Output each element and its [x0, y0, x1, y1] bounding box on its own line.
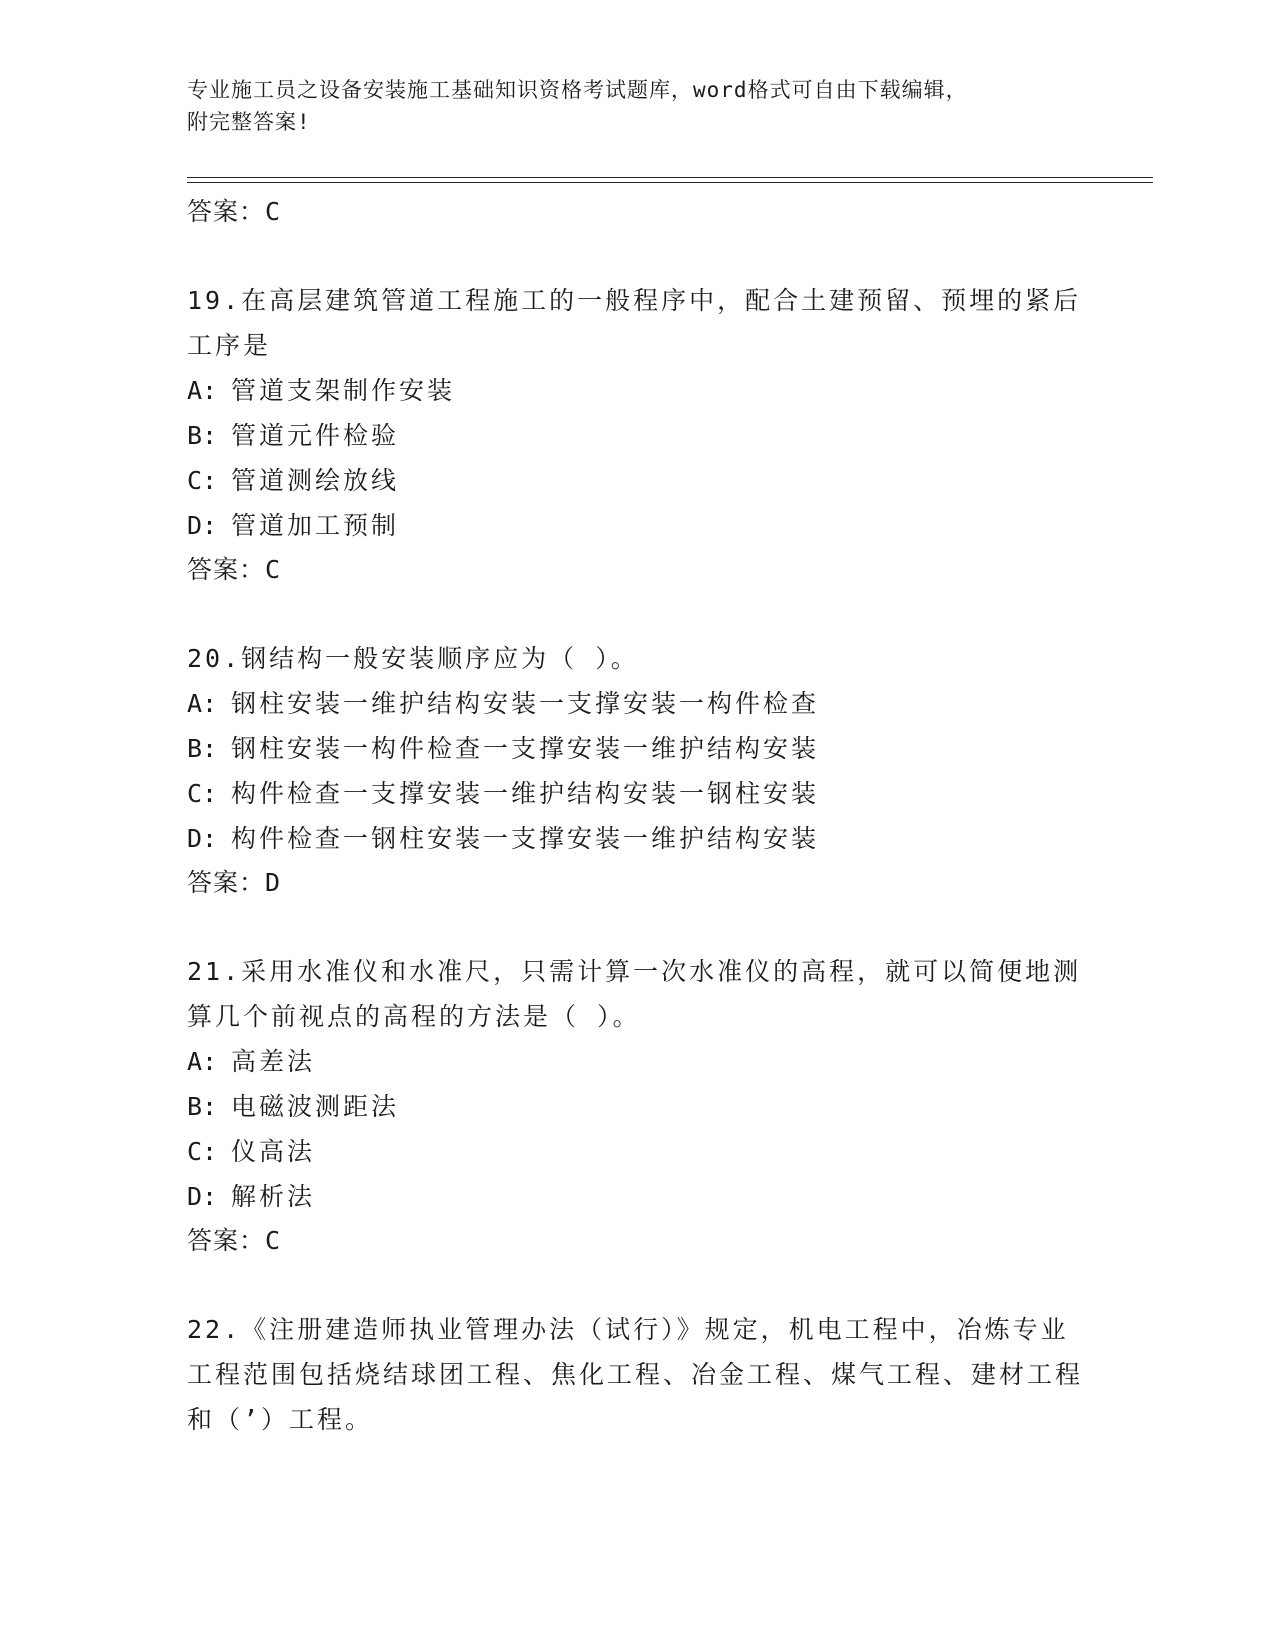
- header-line-2: 附完整答案!: [187, 110, 311, 134]
- answer-line: [187, 861, 1087, 905]
- question-21: [187, 949, 1087, 1263]
- option-d: [187, 503, 1087, 548]
- option-letter: B:: [187, 1092, 218, 1121]
- option-letter: C:: [187, 1137, 218, 1166]
- option-a: [187, 1039, 1087, 1084]
- header-rule-bottom: [187, 182, 1153, 183]
- question-text: [187, 949, 1087, 1039]
- answer-label: 答案：: [187, 197, 266, 226]
- option-text: 仪高法: [231, 1137, 316, 1166]
- header-rule-top: [187, 177, 1153, 178]
- question-20: [187, 636, 1087, 905]
- question-list: [187, 190, 1087, 1442]
- option-letter: C:: [187, 779, 218, 808]
- option-letter: A:: [187, 689, 218, 718]
- option-text: 解析法: [231, 1182, 316, 1211]
- option-d: [187, 1174, 1087, 1219]
- answer-label: 答案：: [187, 555, 266, 584]
- option-c: [187, 771, 1087, 816]
- option-b: [187, 726, 1087, 771]
- option-letter: B:: [187, 734, 218, 763]
- option-letter: B:: [187, 421, 218, 450]
- option-c: [187, 1129, 1087, 1174]
- option-d: [187, 816, 1087, 861]
- option-a: [187, 681, 1087, 726]
- answer-value: C: [265, 197, 282, 226]
- page-header: [187, 74, 1087, 138]
- answer-line: [187, 548, 1087, 592]
- option-text: 构件检查一钢柱安装一支撑安装一维护结构安装: [231, 824, 820, 853]
- option-b: [187, 1084, 1087, 1129]
- question-text: [187, 278, 1087, 368]
- option-text: 管道测绘放线: [231, 466, 400, 495]
- question-body: 采用水准仪和水准尺，只需计算一次水准仪的高程，就可以简便地测算几个前视点的高程的方法是（ ）。: [187, 957, 1082, 1031]
- answer-label: 答案：: [187, 1226, 266, 1255]
- option-text: 高差法: [231, 1047, 316, 1076]
- answer-line: [187, 1219, 1087, 1263]
- option-letter: D:: [187, 824, 218, 853]
- header-line-1: 专业施工员之设备安装施工基础知识资格考试题库，word格式可自由下载编辑，: [187, 78, 968, 102]
- question-number: 21.: [187, 957, 242, 986]
- option-letter: A:: [187, 376, 218, 405]
- option-b: [187, 413, 1087, 458]
- option-text: 电磁波测距法: [231, 1092, 400, 1121]
- question-number: 22.: [187, 1315, 242, 1344]
- option-a: [187, 368, 1087, 413]
- question-number: 20.: [187, 644, 242, 673]
- answer-label: 答案：: [187, 868, 266, 897]
- question-19: [187, 278, 1087, 592]
- option-letter: D:: [187, 511, 218, 540]
- question-number: 19.: [187, 286, 242, 315]
- option-text: 管道元件检验: [231, 421, 400, 450]
- question-text: [187, 636, 1087, 681]
- option-letter: D:: [187, 1182, 218, 1211]
- option-text: 构件检查一支撑安装一维护结构安装一钢柱安装: [231, 779, 820, 808]
- option-text: 钢柱安装一构件检查一支撑安装一维护结构安装: [231, 734, 820, 763]
- option-text: 管道支架制作安装: [231, 376, 456, 405]
- option-letter: C:: [187, 466, 218, 495]
- question-body: 《注册建造师执业管理办法（试行）》规定，机电工程中，冶炼专业工程范围包括烧结球团工程、焦化工程、冶金工程、煤气工程、建材工程和（’）工程。: [187, 1315, 1084, 1434]
- question-text: [187, 1307, 1087, 1442]
- answer-line: [187, 190, 1087, 234]
- question-22: [187, 1307, 1087, 1442]
- option-letter: A:: [187, 1047, 218, 1076]
- option-text: 钢柱安装一维护结构安装一支撑安装一构件检查: [231, 689, 820, 718]
- option-c: [187, 458, 1087, 503]
- answer-value: C: [265, 555, 282, 584]
- question-body: 在高层建筑管道工程施工的一般程序中，配合土建预留、预埋的紧后工序是: [187, 286, 1082, 360]
- question-body: 钢结构一般安装顺序应为（ ）。: [241, 644, 639, 673]
- option-text: 管道加工预制: [231, 511, 400, 540]
- answer-value: C: [265, 1226, 282, 1255]
- answer-value: D: [265, 868, 282, 897]
